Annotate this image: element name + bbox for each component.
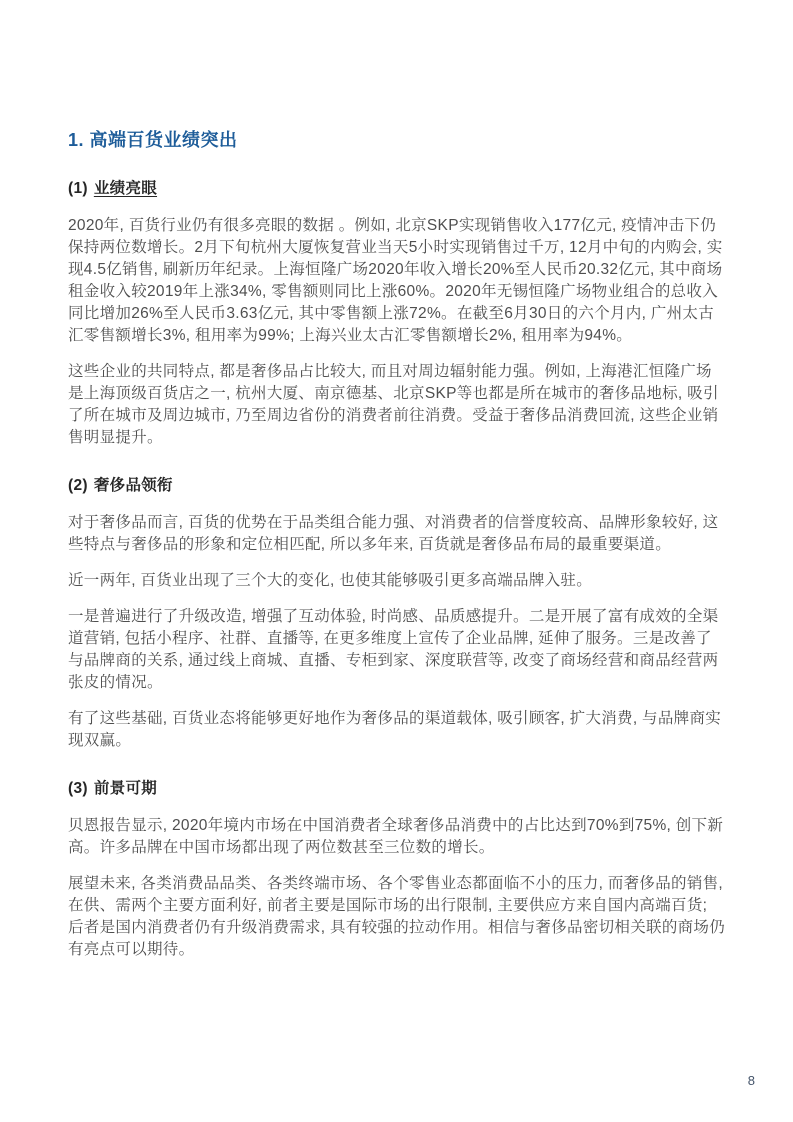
section-number: (2) [68,477,88,494]
page-title: 1. 高端百货业绩突出 [68,130,238,150]
section-heading-1 [68,176,725,198]
section-number: (1) [68,180,88,197]
paragraph: 贝恩报告显示, 2020年境内市场在中国消费者全球奢侈品消费中的占比达到70%到75%, 创下新高。许多品牌在中国市场都出现了两位数甚至三位数的增长。 [68,817,724,856]
page-number: 8 [747,1073,755,1088]
paragraph: 一是普遍进行了升级改造, 增强了互动体验, 时尚感、品质感提升。二是开展了富有成效的全渠道营销, 包括小程序、社群、直播等, 在更多维度上宣传了企业品牌, 延伸了服务。三是改善了与品牌商的关系, 通过线上商城、直播、专柜到家、深度联营等, 改变了商场经营和商品经营两张皮的情况。 [68,608,719,691]
paragraph: 2020年, 百货行业仍有很多亮眼的数据 。例如, 北京SKP实现销售收入177亿元, 疫情冲击下仍保持两位数增长。2月下旬杭州大厦恢复营业当天5小时实现销售过千万, 12月中旬的内购会, 实现4.5亿销售, 刷新历年纪录。上海恒隆广场2020年收入增长20%至人民币20.32亿元, 其中商场租金收入较2019年上涨34%, 零售额则同比上涨60%。2020年无锡恒隆广场物业组合的总收入同比增加26%至人民币3.63亿元, 其中零售额上涨72%。在截至6月30日的六个月内, 广州太古汇零售额增长3%, 租用率为99%; 上海兴业太古汇零售额增长2%, 租用率为94%。 [68,217,723,344]
section-label: 奢侈品领衔 [93,477,173,494]
section-label: 前景可期 [93,780,158,797]
section-heading-2 [68,473,725,495]
paragraph: 这些企业的共同特点, 都是奢侈品占比较大, 而且对周边辐射能力强。例如, 上海港汇恒隆广场是上海顶级百货店之一, 杭州大厦、南京德基、北京SKP等也都是所在城市的奢侈品地标, 吸引了所在城市及周边城市, 乃至周边省份的消费者前往消费。受益于奢侈品消费回流, 这些企业销售明显提升。 [68,363,719,446]
paragraph: 近一两年, 百货业出现了三个大的变化, 也使其能够吸引更多高端品牌入驻。 [68,572,593,589]
section-number: (3) [68,780,88,797]
section-label: 业绩亮眼 [93,180,158,197]
paragraph: 展望未来, 各类消费品品类、各类终端市场、各个零售业态都面临不小的压力, 而奢侈品的销售, 在供、需两个主要方面利好, 前者主要是国际市场的出行限制, 主要供应方来自国内高端百货; 后者是国内消费者仍有升级消费需求, 具有较强的拉动作用。相信与奢侈品密切相关联的商场仍有亮点可以期待。 [68,875,726,958]
section-heading-3 [68,776,725,798]
paragraph: 有了这些基础, 百货业态将能够更好地作为奢侈品的渠道载体, 吸引顾客, 扩大消费, 与品牌商实现双赢。 [68,710,722,749]
paragraph: 对于奢侈品而言, 百货的优势在于品类组合能力强、对消费者的信誉度较高、品牌形象较好, 这些特点与奢侈品的形象和定位相匹配, 所以多年来, 百货就是奢侈品布局的最重要渠道。 [68,514,719,553]
